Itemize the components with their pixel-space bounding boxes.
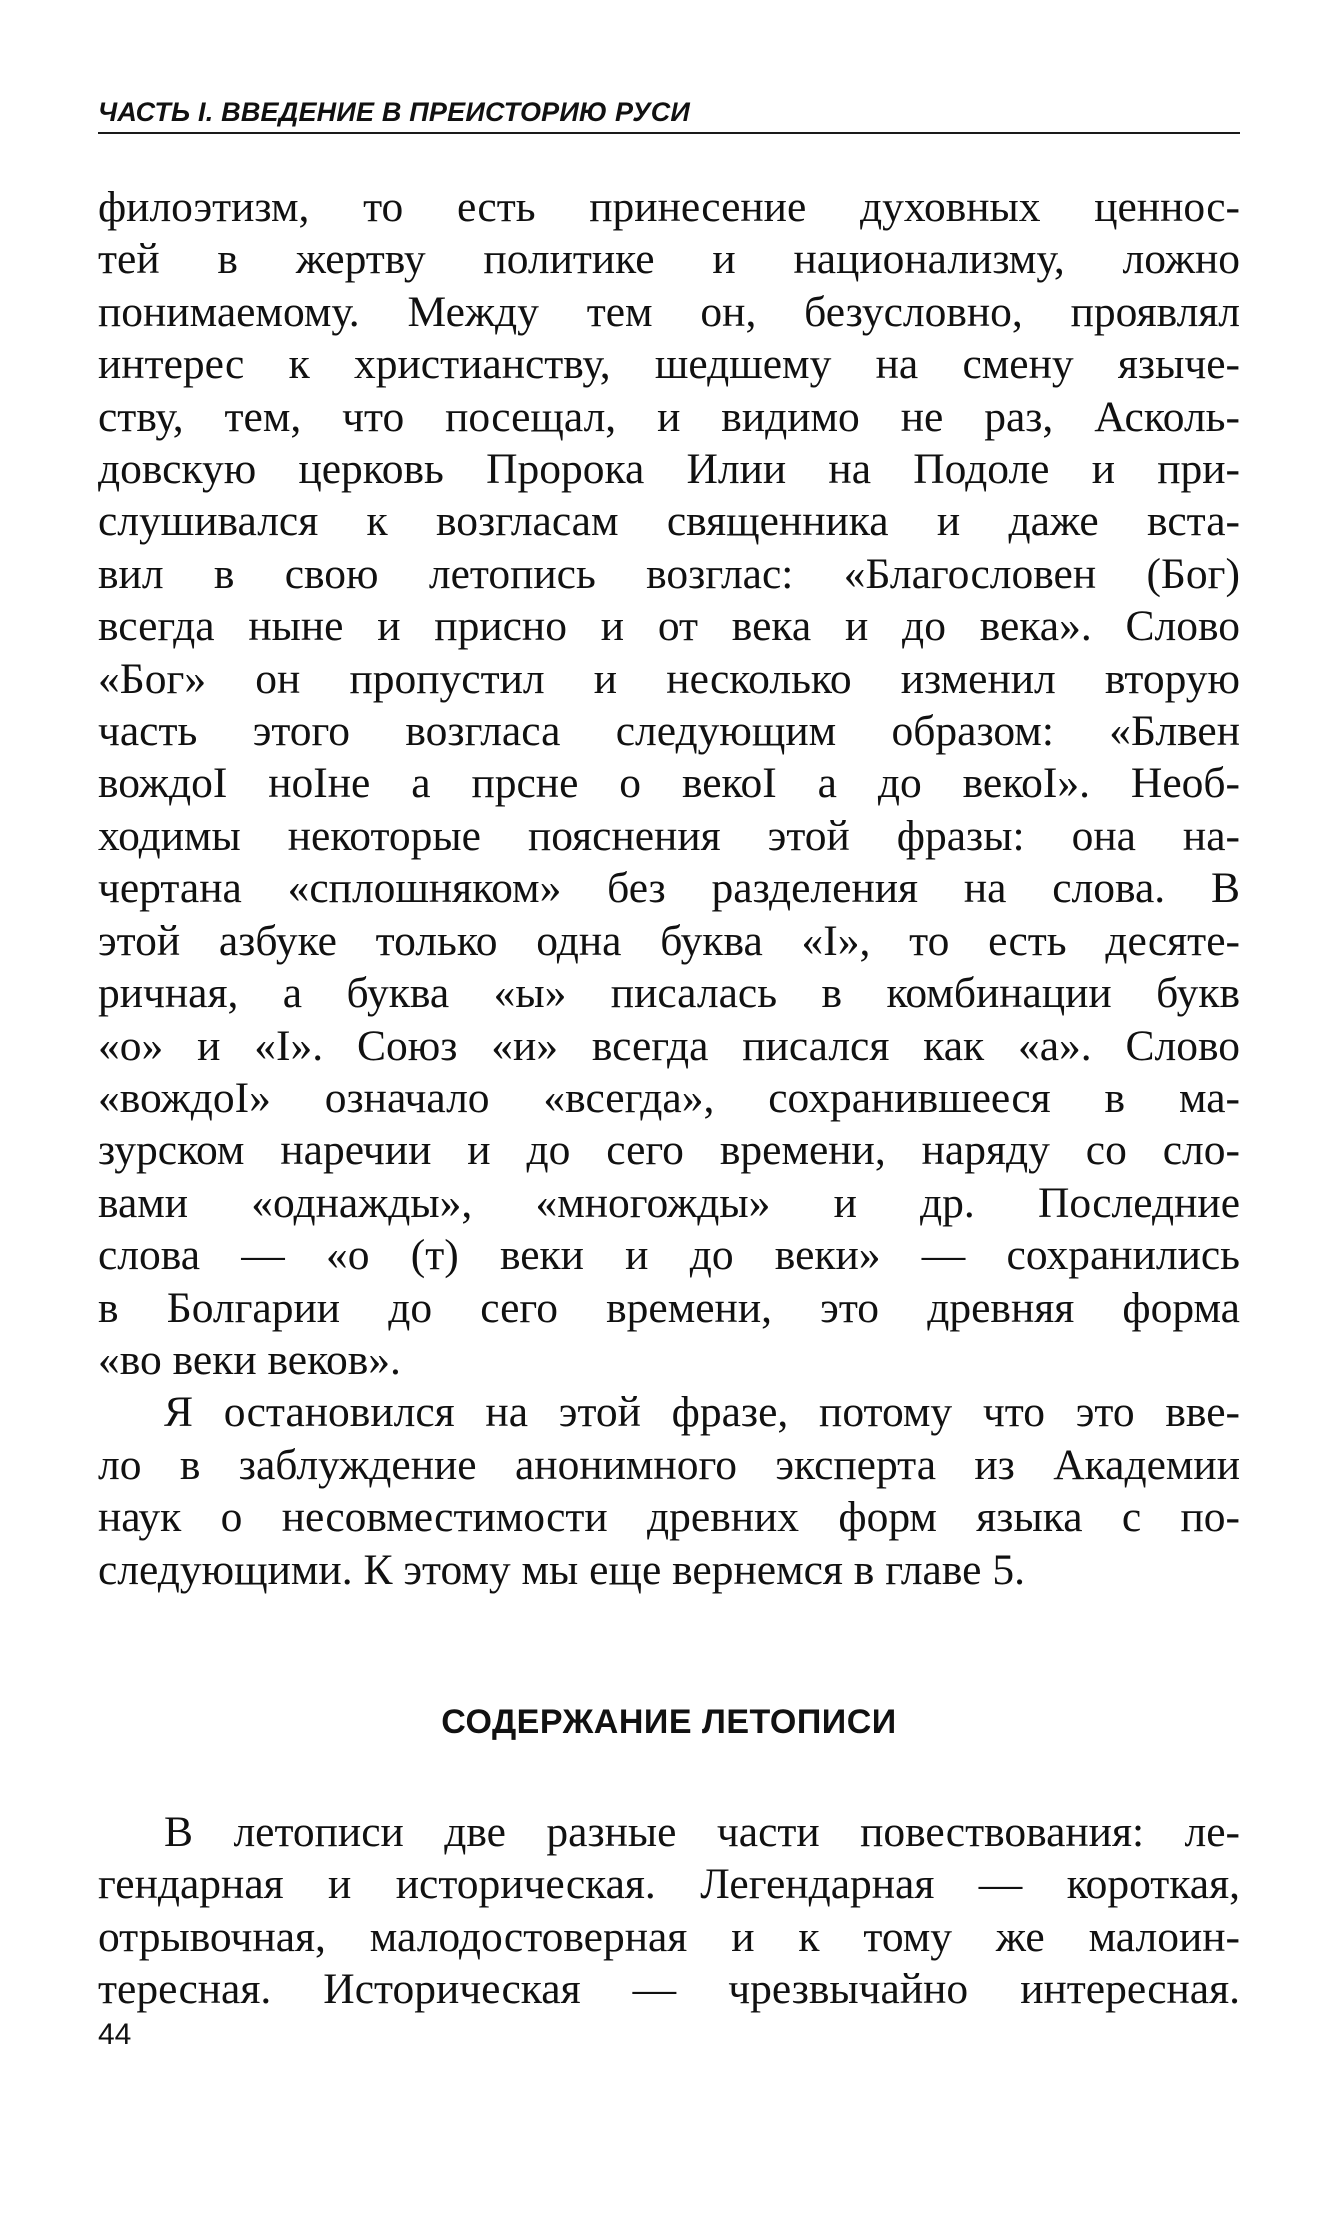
text-line: гендарная и историческая. Легендарная — короткая, — [98, 1860, 1240, 1909]
paragraph-1 — [98, 181, 1240, 1386]
text-line: ходимы некоторые пояснения этой фразы: она на- — [98, 811, 1240, 860]
page-number: 44 — [98, 2018, 132, 2051]
text-line: слушивался к возгласам священника и даже вста- — [98, 497, 1240, 546]
text-line: Я остановился на этой фразе, потому что это вве- — [164, 1388, 1240, 1437]
text-line: тей в жертву политике и национализму, ложно — [98, 235, 1240, 284]
text-line: отрывочная, малодостоверная и к тому же малоин- — [98, 1912, 1240, 1961]
text-line: В летописи две разные части повествования: ле- — [164, 1808, 1240, 1856]
text-line: ству, тем, что посещал, и видимо не раз, Асколь- — [98, 392, 1240, 441]
text-line: этой азбуке только одна буква «I», то есть десяте- — [98, 916, 1240, 965]
text-line: филоэтизм, то есть принесение духовных ценнос- — [98, 183, 1240, 231]
text-line: довскую церковь Пророка Илии на Подоле и при- — [98, 445, 1240, 494]
text-line: чертана «сплошняком» без разделения на слова. В — [98, 864, 1240, 913]
text-line: вождоI ноIне а прсне о векоI а до векоI». Необ- — [98, 759, 1240, 808]
text-line: следующими. К этому мы еще вернемся в главе 5. — [98, 1545, 1025, 1594]
section-heading: СОДЕРЖАНИЕ ЛЕТОПИСИ — [441, 1703, 897, 1741]
text-line: часть этого возгласа следующим образом: «Блвен — [98, 707, 1240, 756]
text-line: «Бог» он пропустил и несколько изменил вторую — [98, 654, 1240, 703]
text-line: слова — «о (т) веки и до веки» — сохранились — [98, 1231, 1240, 1280]
text-line: тересная. Историческая — чрезвычайно интересная. — [98, 1965, 1240, 2014]
text-line: понимаемому. Между тем он, безусловно, проявлял — [98, 287, 1240, 336]
text-line: «во веки веков». — [98, 1335, 401, 1384]
text-line: вил в свою летопись возглас: «Благословен (Бог) — [98, 549, 1240, 598]
text-line: интерес к христианству, шедшему на смену языче- — [98, 340, 1240, 389]
text-line: всегда ныне и присно и от века и до века». Слово — [98, 602, 1240, 651]
text-line: зурском наречии и до сего времени, наряду со сло- — [98, 1126, 1240, 1175]
text-line: «вождоI» означало «всегда», сохранившееся в ма- — [98, 1073, 1240, 1122]
text-line: ло в заблуждение анонимного эксперта из Академии — [98, 1440, 1240, 1489]
text-line: наук о несовместимости древних форм языка с по- — [98, 1493, 1240, 1542]
text-line: ричная, а буква «ы» писалась в комбинации букв — [98, 969, 1240, 1018]
section-body-text — [98, 1806, 1240, 2016]
running-header: ЧАСТЬ I. ВВЕДЕНИЕ В ПРЕИСТОРИЮ РУСИ — [98, 92, 1240, 134]
text-line: «о» и «I». Союз «и» всегда писался как «а». Слово — [98, 1021, 1240, 1070]
body-text — [98, 181, 1240, 1596]
text-line: в Болгарии до сего времени, это древняя форма — [98, 1283, 1240, 1332]
paragraph-2 — [98, 1386, 1240, 1596]
section-paragraph-1 — [98, 1806, 1240, 2016]
text-line: вами «однажды», «многожды» и др. Последние — [98, 1178, 1240, 1227]
